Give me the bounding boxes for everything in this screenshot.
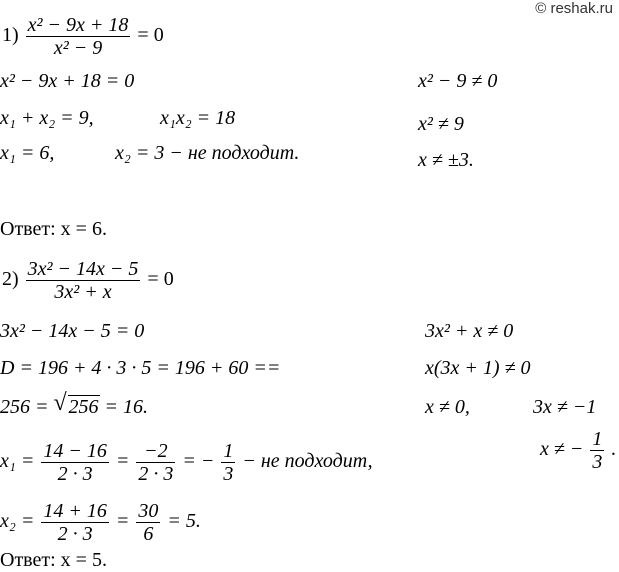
problem-2-root-2-eq: =	[115, 510, 130, 533]
problem-2-root-1-tail: − не подходит,	[242, 450, 373, 473]
problem-2-numerator: 3x² − 14x − 5	[27, 258, 139, 280]
problem-2-root-2-num-1: 14 + 16	[43, 500, 107, 522]
problem-2-root-1-num-2: −2	[136, 440, 175, 463]
problem-2-root-2	[0, 500, 201, 545]
problem-2-condition-4-left: x ≠ −	[540, 438, 584, 461]
problem-2-root-2-fraction-1	[41, 500, 109, 545]
problem-2-discriminant: D = 196 + 4 · 3 · 5 = 196 + 60 ==	[0, 357, 281, 379]
problem-2-label: 2)	[2, 268, 19, 291]
problem-2-sqrt-line	[0, 390, 148, 418]
problem-1-rhs: = 0	[137, 24, 164, 47]
problem-2-equation	[2, 258, 174, 303]
problem-2-root-2-fraction-2	[136, 500, 160, 545]
problem-2-root-2-den-1: 2 · 3	[57, 523, 93, 545]
problem-2-root-1-den-3: 3	[223, 463, 234, 485]
problem-1-vieta-product: x₁x₂ = 18	[160, 107, 236, 129]
problem-1-numerator: x² − 9x + 18	[27, 14, 129, 36]
problem-2-condition-4-tail: .	[611, 438, 617, 461]
problem-2-root-1-den-1: 2 · 3	[57, 463, 93, 485]
problem-2-condition-3b: 3x ≠ −1	[533, 396, 597, 418]
problem-2-root-2-label: x₂ =	[0, 510, 35, 533]
problem-2-root-1-label: x₁ =	[0, 450, 35, 473]
problem-1-condition-3: x ≠ ±3.	[418, 149, 474, 171]
problem-2-root-2-num-2: 30	[138, 500, 159, 522]
watermark: © reshak.ru	[535, 0, 613, 17]
problem-1-fraction	[26, 14, 131, 59]
problem-2-fraction	[26, 258, 141, 303]
problem-1-vieta-sum: x₁ + x₂ = 9,	[0, 107, 94, 129]
problem-2-condition-4	[540, 428, 616, 473]
problem-1-quadratic: x² − 9x + 18 = 0	[0, 70, 135, 92]
problem-2-sqrt	[53, 390, 100, 418]
problem-2-rhs: = 0	[147, 268, 174, 291]
problem-2-root-1-num-3: 1	[223, 440, 234, 462]
problem-2-condition-2: x(3x + 1) ≠ 0	[425, 357, 531, 379]
problem-2-root-1-fraction-3	[221, 440, 235, 485]
radical-sign-icon: √	[53, 390, 67, 416]
problem-2-condition-4-den: 3	[592, 451, 603, 473]
problem-1-denominator: x² − 9	[53, 37, 103, 59]
problem-2-condition-1: 3x² + x ≠ 0	[425, 320, 514, 342]
problem-2-answer: Ответ: x = 5.	[0, 549, 107, 571]
problem-1-condition-2: x² ≠ 9	[418, 113, 464, 135]
problem-2-radicand: 256	[68, 396, 99, 418]
problem-1-label: 1)	[2, 24, 19, 47]
problem-2-condition-3a: x ≠ 0,	[425, 396, 470, 418]
problem-1-answer: Ответ: x = 6.	[0, 218, 107, 240]
problem-2-denominator: 3x² + x	[54, 281, 112, 303]
problem-2-quadratic: 3x² − 14x − 5 = 0	[0, 320, 145, 342]
problem-2-root-1-den-2: 2 · 3	[138, 463, 174, 485]
problem-2-root-1-fraction-1	[41, 440, 109, 485]
problem-1-root-1: x₁ = 6,	[0, 142, 55, 164]
problem-2-sqrt-left: 256 =	[0, 396, 49, 418]
problem-2-condition-4-fraction	[590, 428, 604, 473]
problem-1-condition-1: x² − 9 ≠ 0	[418, 70, 498, 92]
problem-2-root-2-tail: = 5.	[167, 510, 201, 533]
problem-2-sqrt-right: = 16.	[104, 396, 148, 418]
problem-2-condition-4-num: 1	[592, 428, 603, 450]
problem-2-root-1	[0, 440, 373, 485]
problem-2-root-2-den-2: 6	[143, 523, 154, 545]
problem-2-root-1-fraction-2	[136, 440, 175, 485]
problem-2-root-1-eq-1: =	[115, 450, 130, 473]
problem-2-root-1-num-1: 14 − 16	[43, 440, 107, 462]
problem-1-equation	[2, 14, 164, 59]
problem-1-root-2: x₂ = 3 − не подходит.	[115, 142, 300, 164]
problem-2-root-1-eq-2: = −	[182, 450, 215, 473]
